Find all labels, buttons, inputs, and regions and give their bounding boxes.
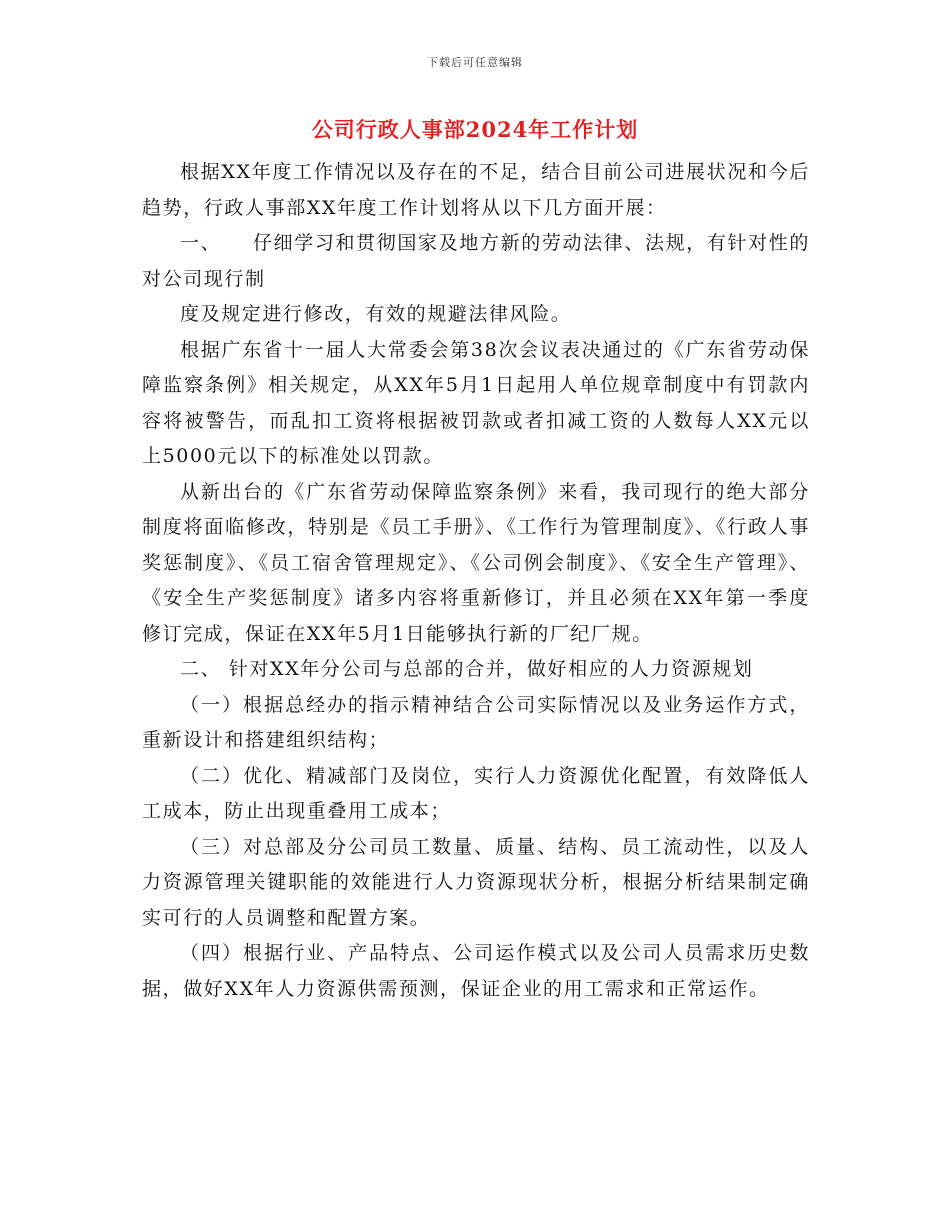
document-title: 公司行政人事部2024年工作计划 [311, 117, 639, 142]
paragraph-item-1: （一）根据总经办的指示精神结合公司实际情况以及业务运作方式，重新设计和搭建组织结构； [142, 693, 810, 751]
paragraph-item-3: （三）对总部及分公司员工数量、质量、结构、员工流动性，以及人力资源管理关键职能的效能进行人力资源现状分析，根据分析结果制定确实可行的人员调整和配置方案。 [142, 835, 810, 929]
paragraph-intro: 根据XX年度工作情况以及存在的不足，结合目前公司进展状况和今后趋势，行政人事部XX年度工作计划将从以下几方面开展： [142, 161, 810, 219]
header-note: 下载后可任意编辑 [427, 56, 523, 69]
paragraph-section-1-cont: 度及规定进行修改，有效的规避法律风险。 [180, 303, 572, 325]
paragraph-revision: 从新出台的《广东省劳动保障监察条例》来看，我司现行的绝大部分制度将面临修改，特别是《员工手册》、《工作行为管理制度》、《行政人事奖惩制度》、《员工宿舍管理规定》、《公司例会制度》、《安全生产管理》、《安全生产奖惩制度》诸多内容将重新修订，并且必须在XX年第一季度修订完成，保证在XX年5月1日能够执行新的厂纪厂规。 [142, 480, 810, 645]
section-2-heading: 二、 针对XX年分公司与总部的合并，做好相应的人力资源规划 [180, 658, 754, 680]
paragraph-regulation: 根据广东省十一届人大常委会第38次会议表决通过的《广东省劳动保障监察条例》相关规定，从XX年5月1日起用人单位规章制度中有罚款内容将被警告，而乱扣工资将根据被罚款或者扣减工资的人数每人XX元以上5000元以下的标准处以罚款。 [142, 338, 810, 467]
paragraph-item-4: （四）根据行业、产品特点、公司运作模式以及公司人员需求历史数据，做好XX年人力资源供需预测，保证企业的用工需求和正常运作。 [142, 942, 810, 1000]
document-body [142, 155, 810, 1007]
section-1-heading: 一、 仔细学习和贯彻国家及地方新的劳动法律、法规，有针对性的对公司现行制 [142, 232, 810, 290]
paragraph-item-2: （二）优化、精减部门及岗位，实行人力资源优化配置，有效降低人工成本，防止出现重叠用工成本； [142, 764, 810, 822]
